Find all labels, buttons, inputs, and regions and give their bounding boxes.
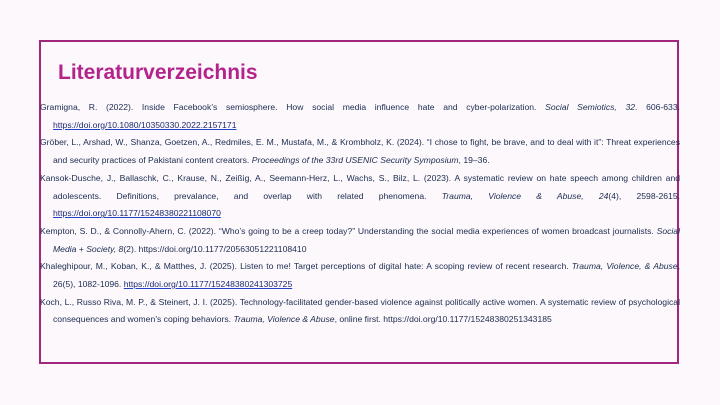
reference-item bbox=[40, 170, 680, 223]
reference-details: , 26(5), 1082-1096. bbox=[53, 261, 681, 290]
reference-text: Khaleghipour, M., Koban, K., & Matthes, J. (2025). Listen to me! Target perceptions of digital hate: A scoping review of recent research. bbox=[40, 261, 572, 272]
reference-details: , online first. bbox=[334, 314, 384, 325]
reference-item bbox=[40, 223, 680, 258]
reference-source: Trauma, Violence, & Abuse bbox=[571, 261, 678, 272]
reference-details: . 606-633. bbox=[635, 102, 681, 112]
slide-title: Literaturverzeichnis bbox=[58, 61, 258, 84]
reference-details: (2). bbox=[123, 243, 139, 254]
reference-text: Kansok-Dusche, J., Ballaschk, C., Krause, N., Zeißig, A., Seemann-Herz, L., Wachs, S., Bilz, L. (2023). A systematic review on hate speech among children and adolescents. Definitions, prevalance, and overlap with related phenomena. bbox=[40, 172, 680, 201]
reference-doi-link[interactable]: https://doi.org/10.1177/15248380251343185 bbox=[383, 314, 552, 325]
reference-details: , 19–36. bbox=[458, 155, 490, 166]
reference-source: Social Media + Society, 8 bbox=[53, 225, 680, 254]
reference-source: Trauma, Violence & Abuse, 24 bbox=[441, 190, 609, 201]
reference-source: Proceedings of the 33rd USENIC Security Symposium bbox=[251, 155, 459, 166]
reference-doi-link[interactable]: https://doi.org/10.1177/20563051221108410 bbox=[138, 243, 307, 254]
reference-item bbox=[40, 258, 680, 293]
reference-text: Gröber, L., Arshad, W., Shanza, Goetzen, A., Redmiles, E. M., Mustafa, M., & Krombholz, K. (2024). “I chose to fight, be brave, and to deal with it”: Threat experiences and security practices of Pakistani content creators. bbox=[40, 137, 680, 166]
reference-item bbox=[40, 294, 680, 329]
reference-text: Koch, L., Russo Riva, M. P., & Steinert, J. I. (2025). Technology-facilitated gender-based violence against politically active women. A systematic review of psychological consequences and women’s coping behaviors. bbox=[40, 296, 680, 325]
reference-item bbox=[40, 134, 680, 169]
reference-doi-link[interactable]: https://doi.org/10.1177/15248380221108070 bbox=[53, 208, 221, 219]
reference-details: (4), 2598-2615. bbox=[608, 190, 680, 201]
reference-source: Social Semiotics, 32 bbox=[545, 102, 636, 112]
reference-text: Gramigna, R. (2022). Inside Facebook’s semiosphere. How social media influence hate and cyber-polarization. bbox=[40, 102, 546, 112]
reference-text: Kempton, S. D., & Connolly-Ahern, C. (2022). “Who’s going to be a creep today?” Understanding the social media experiences of women broadcast journalists. bbox=[40, 225, 657, 236]
reference-list bbox=[40, 99, 680, 329]
reference-doi-link[interactable]: https://doi.org/10.1177/15248380241303725 bbox=[123, 279, 293, 290]
reference-item bbox=[40, 99, 680, 134]
reference-doi-link[interactable]: https://doi.org/10.1080/10350330.2022.2157171 bbox=[53, 119, 237, 130]
reference-source: Trauma, Violence & Abuse bbox=[233, 314, 335, 325]
